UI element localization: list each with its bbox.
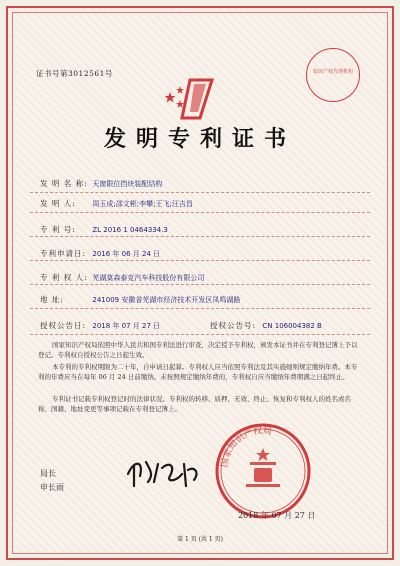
field-application-date <box>40 248 160 259</box>
divider <box>30 212 370 213</box>
svg-text:国家知识产权局 <box>219 424 272 468</box>
field-patentee <box>40 272 204 283</box>
field-grant-date <box>40 320 160 331</box>
field-value: ZL 2016 1 0464334.3 <box>92 226 168 234</box>
official-seal <box>214 422 312 520</box>
agency-stamp-text: 知识产权代理机构 <box>312 69 353 75</box>
director-name: 申长雨 <box>40 483 64 492</box>
divider <box>30 308 370 309</box>
divider <box>30 260 370 261</box>
field-value: 周玉成;邵文彬;李攀;王飞;汪吉昌 <box>92 200 193 208</box>
field-label: 专利申请日: <box>40 249 87 258</box>
field-label: 专 利 号: <box>40 225 76 234</box>
director-title: 局长 <box>40 469 56 478</box>
field-label: 发 明 名 称: <box>40 179 88 188</box>
field-label: 专 利 权 人: <box>40 273 88 282</box>
field-label: 地 址: <box>40 295 64 304</box>
divider <box>30 334 370 335</box>
page-footer: 第 1 页 (共 1 页) <box>177 536 223 543</box>
field-value: 天窗限位挡块装配结构 <box>92 180 163 188</box>
field-value: 2018 年 07 月 27 日 <box>92 322 161 330</box>
divider <box>30 192 370 193</box>
field-value: 芜湖莫森泰克汽车科技股份有限公司 <box>92 274 205 282</box>
field-value: 241009 安徽省芜湖市经济技术开发区凤鸣湖路 <box>92 296 241 304</box>
field-value: CN 106004382 B <box>262 322 322 330</box>
document-title: 发明专利证书 <box>103 126 296 152</box>
patent-office-logo <box>160 74 218 122</box>
certificate-number: 证书号第3012561号 <box>36 69 113 78</box>
director-signature <box>124 452 204 492</box>
field-label: 发 明 人: <box>40 199 76 208</box>
divider <box>30 284 370 285</box>
field-label: 授权公告号: <box>210 321 257 330</box>
field-grant-number <box>210 320 322 331</box>
field-label: 授权公告日: <box>40 321 87 330</box>
field-invention-name <box>40 178 162 189</box>
body-paragraph: 本专利的专利权期限为二十年，自申请日起算。专利权人应当依照专利法及其实施细则规定缴纳年费。本专利的年费应当在每年 06 月 24 日前缴纳。未按照规定缴纳年费的，专利权自应当缴纳年费期满之日起终止。 <box>38 363 358 381</box>
seal-date: 2018 年 07 月 27 日 <box>238 511 316 520</box>
field-patent-number <box>40 224 168 235</box>
field-value: 2016 年 06 月 24 日 <box>92 250 161 258</box>
agency-stamp <box>306 48 360 102</box>
field-inventors <box>40 198 193 209</box>
seal-text: 国家知识产权局 <box>219 426 273 469</box>
field-address <box>40 294 240 305</box>
body-paragraph: 专利证书记载专利权登记时的法律状况。专利权的转移、质押、无效、终止、恢复和专利权人的姓名或名称、国籍、地址变更等事项记载在专利登记簿上。 <box>38 395 351 413</box>
divider <box>30 236 370 237</box>
body-paragraph: 国家知识产权局依照中华人民共和国专利法进行审查，决定授予专利权，颁发本证书并在专利登记簿上予以登记。专利权自授权公告之日起生效。 <box>38 341 358 359</box>
